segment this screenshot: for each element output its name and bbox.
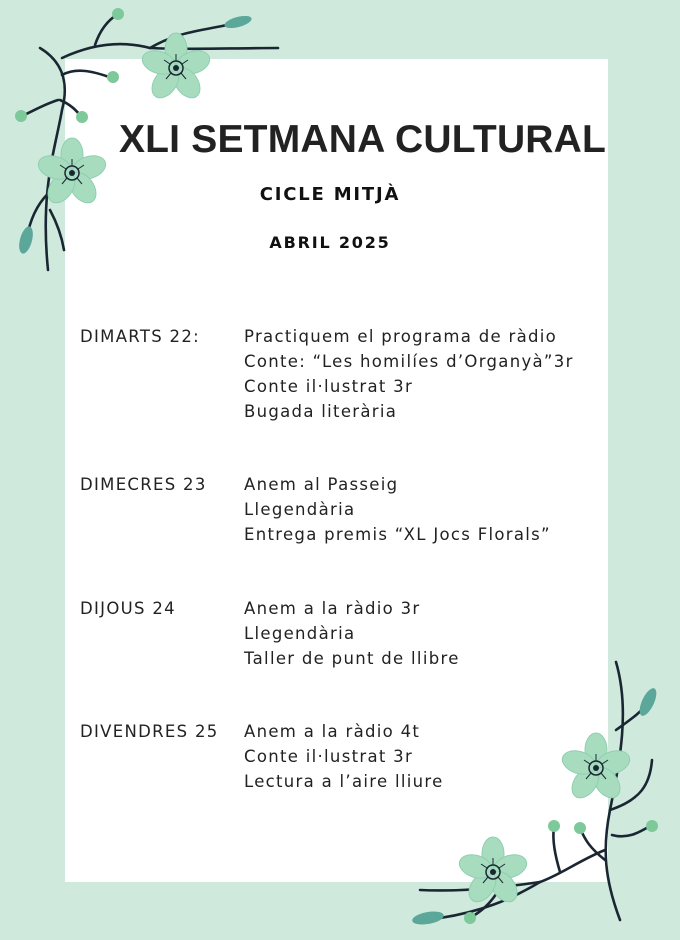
activity-item: Llegendària <box>244 500 356 519</box>
activity-item: Conte il·lustrat 3r <box>244 377 414 396</box>
activity-item: Bugada literària <box>244 402 398 421</box>
activity-item: Anem a la ràdio 3r <box>244 599 421 618</box>
activity-item: Conte: “Les homilíes d’Organyà”3r <box>244 352 574 371</box>
day-label-wednesday: DIMECRES 23 <box>80 475 207 494</box>
activity-item: Practiquem el programa de ràdio <box>244 327 558 346</box>
activity-item: Llegendària <box>244 624 356 643</box>
activity-list-tuesday <box>244 324 574 424</box>
activity-item: Lectura a l’aire lliure <box>244 772 444 791</box>
day-label-tuesday: DIMARTS 22: <box>80 327 201 346</box>
activity-list-thursday <box>244 596 460 671</box>
day-label-friday: DIVENDRES 25 <box>80 722 219 741</box>
cycle-subtitle: CICLE MITJÀ <box>259 184 401 205</box>
page-title: XLI SETMANA CULTURAL <box>118 118 607 161</box>
activity-list-friday <box>244 719 444 794</box>
activity-item: Entrega premis “XL Jocs Florals” <box>244 525 551 544</box>
day-label-thursday: DIJOUS 24 <box>80 599 176 618</box>
date-subtitle: ABRIL 2025 <box>269 233 391 252</box>
activity-item: Taller de punt de llibre <box>244 649 460 668</box>
activity-item: Anem al Passeig <box>244 475 399 494</box>
activity-item: Conte il·lustrat 3r <box>244 747 414 766</box>
activity-list-wednesday <box>244 472 551 547</box>
floral-branch-bottom-right-icon <box>380 650 680 940</box>
activity-item: Anem a la ràdio 4t <box>244 722 421 741</box>
